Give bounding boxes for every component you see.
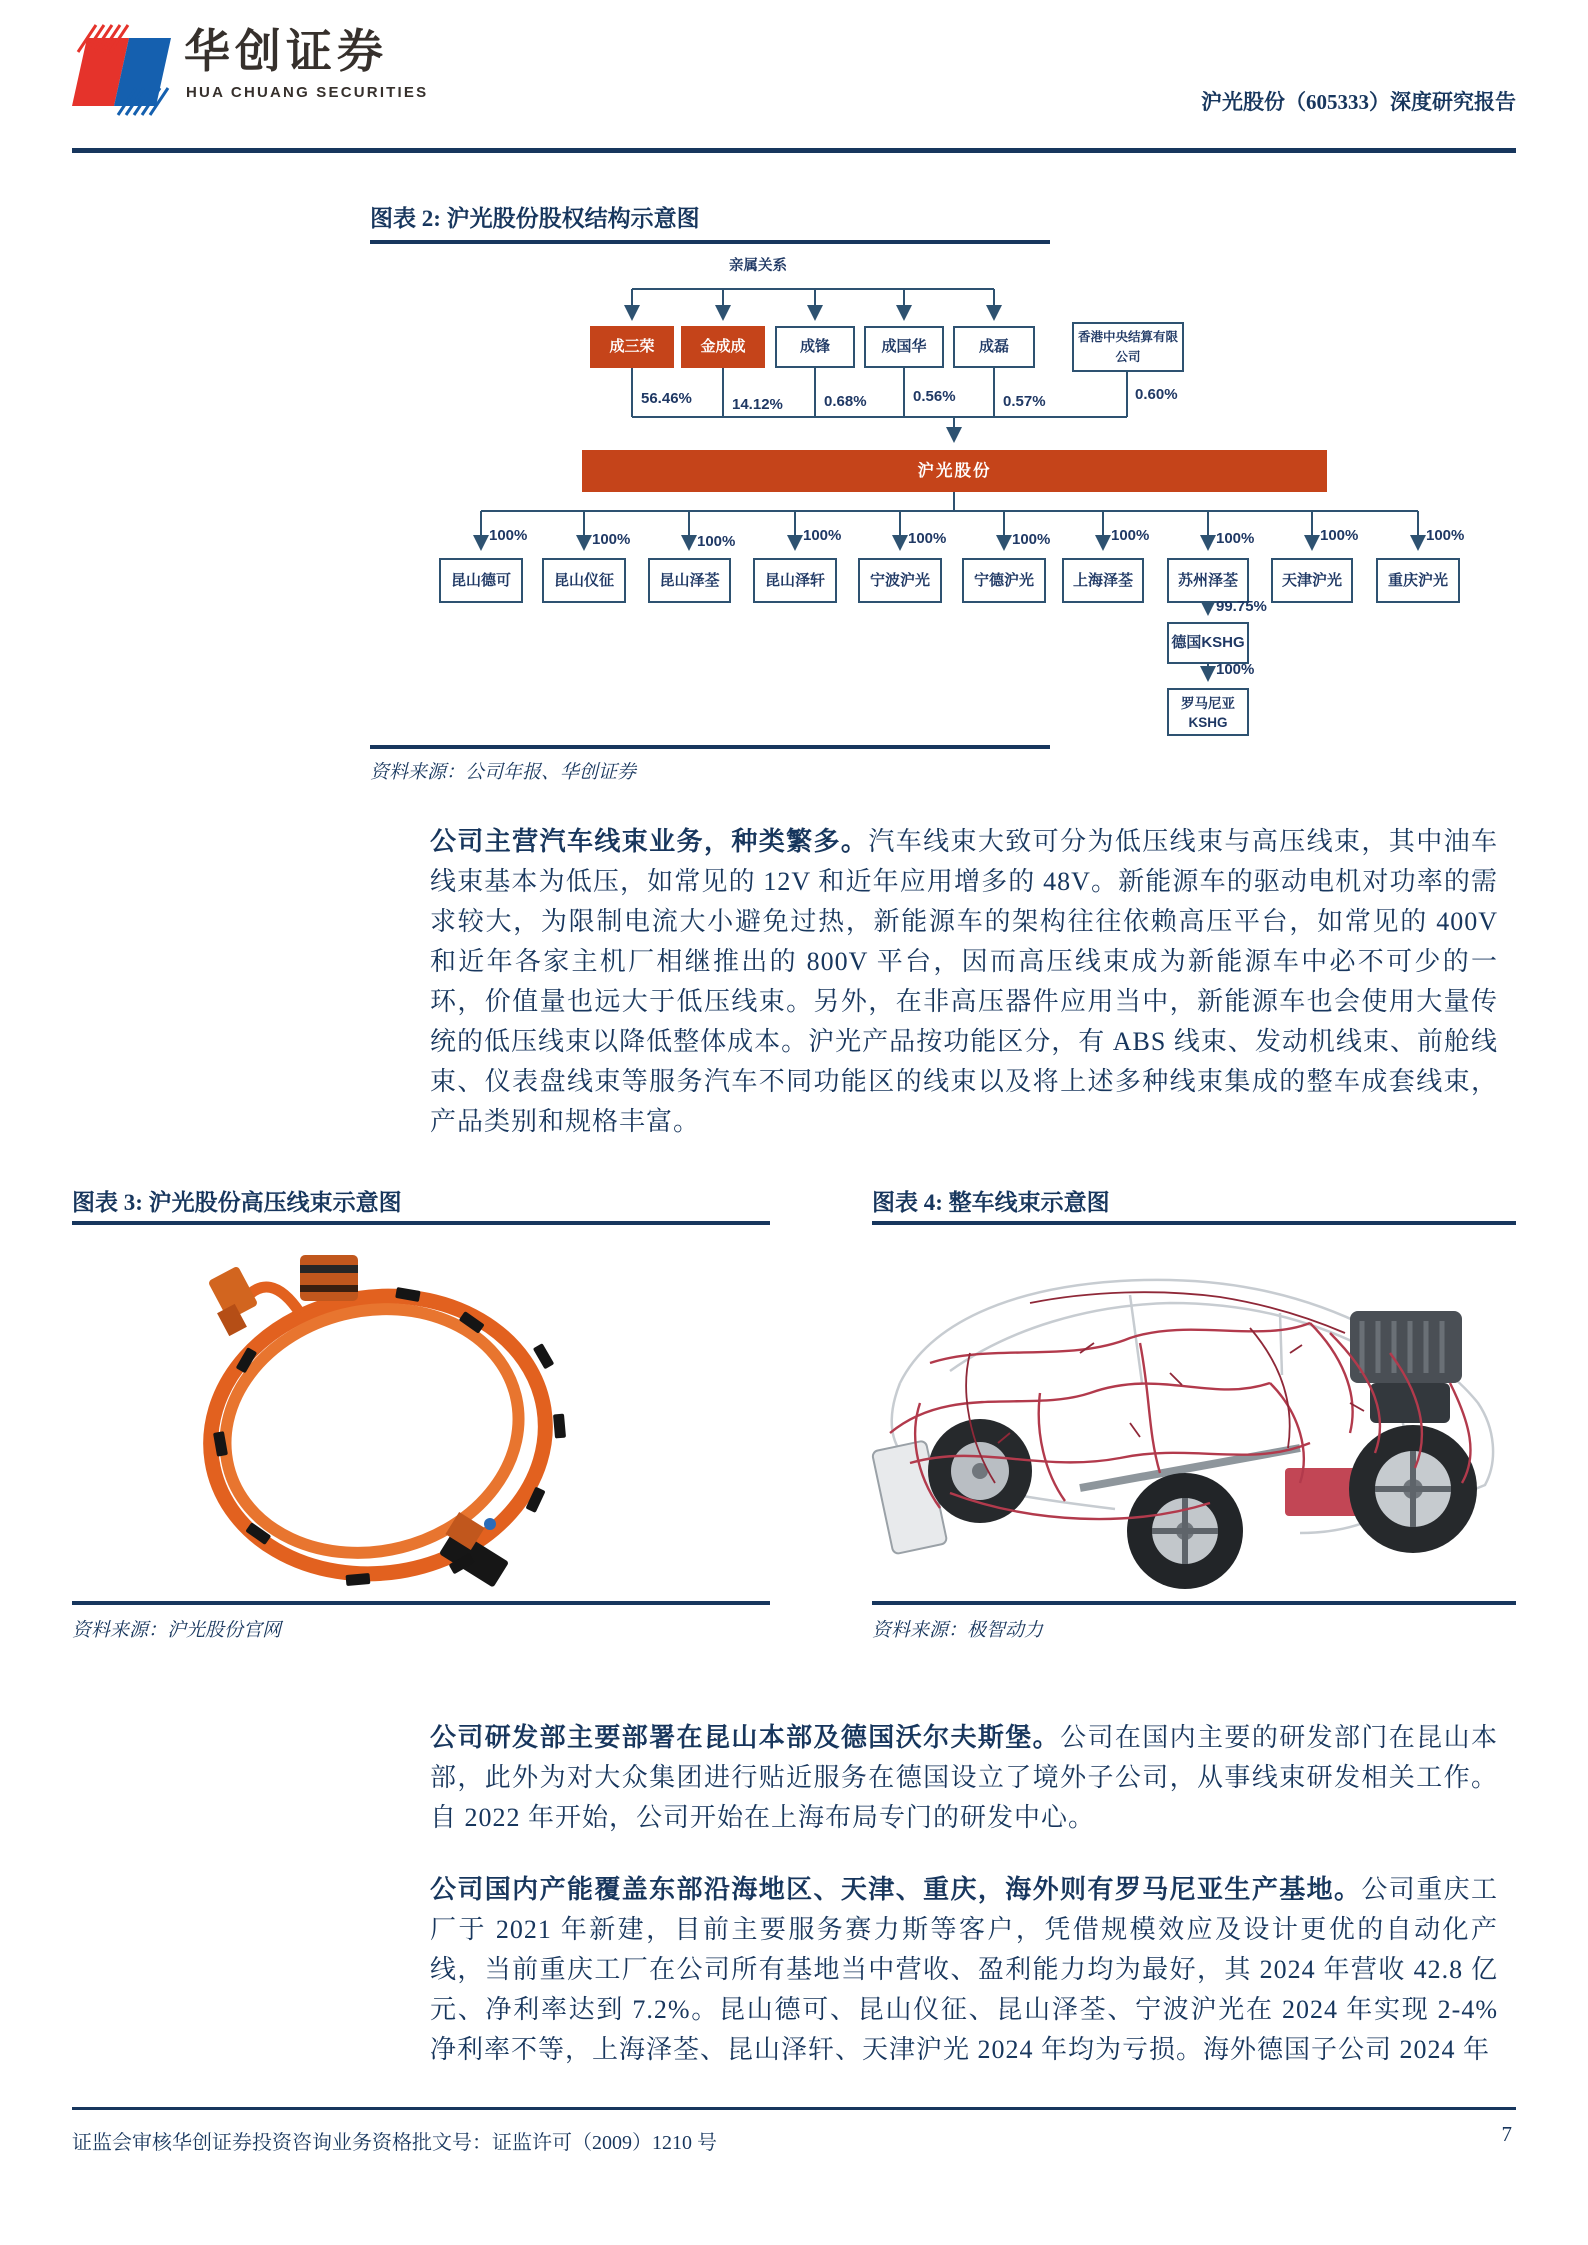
figure4-source: 资料来源：极智动力	[872, 1620, 1044, 1641]
figure4-title-rule	[872, 1221, 1516, 1225]
figure3-source: 资料来源：沪光股份官网	[72, 1620, 282, 1641]
org-box-subsidiary: 苏州泽荃	[1167, 558, 1249, 603]
footer-license-text: 证监会审核华创证券投资咨询业务资格批文号：证监许可（2009）1210 号	[72, 2132, 717, 2154]
org-box-shareholder: 香港中央结算有限公司	[1072, 322, 1184, 372]
org-box-subsidiary: 昆山德可	[439, 558, 523, 603]
page-number: 7	[1501, 2122, 1512, 2146]
ownership-pct: 100%	[803, 527, 842, 544]
ownership-pct: 56.46%	[641, 390, 692, 407]
org-box-subsidiary: 宁波沪光	[858, 558, 942, 603]
paragraph-1-body: 汽车线束大致可分为低压线束与高压线束，其中油车线束基本为低压，如常见的 12V 和近年应用增多的 48V。新能源车的驱动电机对功率的需求较大，为限制电流大小避免过热，新能源车的架构往往依赖高压平台，如常见的 400V 和近年各家主机厂相继推出的 800V 平台，因而高压线束成为新能源车中必不可少的一环，价值量也远大于低压线束。另外，在非高压器件应用当中，新能源车也会使用大量传统的低压线束以降低整体成本。沪光产品按功能区分，有 ABS 线束、发动机线束、前舱线束、仪表盘线束等服务汽车不同功能区的线束以及将上述多种线束集成的整车成套线束，产品类别和规格丰富。	[430, 827, 1498, 1136]
figure2-title: 图表 2: 沪光股份股权结构示意图	[370, 206, 700, 231]
ownership-pct: 100%	[1426, 527, 1465, 544]
org-box-company: 沪光股份	[582, 450, 1327, 492]
paragraph-2-lead: 公司研发部主要部署在昆山本部及德国沃尔夫斯堡。	[430, 1723, 1061, 1752]
org-box-subsidiary: 上海泽荃	[1062, 558, 1144, 603]
org-box-subsidiary: 宁德沪光	[962, 558, 1046, 603]
ownership-pct: 14.12%	[732, 396, 783, 413]
ownership-pct: 100%	[1012, 531, 1051, 548]
paragraph-1	[430, 822, 1498, 1142]
figure4-title: 图表 4: 整车线束示意图	[872, 1190, 1110, 1215]
ownership-pct: 100%	[592, 531, 631, 548]
paragraph-3-body: 公司重庆工厂于 2021 年新建，目前主要服务赛力斯等客户，凭借规模效应及设计更优的自动化产线，当前重庆工厂在公司所有基地当中营收、盈利能力均为最好，其 2024 年营收 42.8 亿元、净利率达到 7.2%。昆山德可、昆山仪征、昆山泽荃、宁波沪光在 2024 年实现 2-4%净利率不等，上海泽荃、昆山泽轩、天津沪光 2024 年均为亏损。海外德国子公司 2024 年	[430, 1875, 1498, 2064]
paragraph-2-body: 公司在国内主要的研发部门在昆山本部，此外为对大众集团进行贴近服务在德国设立了境外子公司，从事线束研发相关工作。自 2022 年开始，公司开始在上海布局专门的研发中心。	[430, 1723, 1498, 1832]
paragraph-3-lead: 公司国内产能覆盖东部沿海地区、天津、重庆，海外则有罗马尼亚生产基地。	[430, 1875, 1362, 1904]
ownership-pct: 100%	[1320, 527, 1359, 544]
ownership-pct: 100%	[1216, 661, 1255, 678]
org-box-subsidiary: 昆山仪征	[542, 558, 626, 603]
ownership-pct: 100%	[1111, 527, 1150, 544]
report-title: 沪光股份（605333）深度研究报告	[1201, 90, 1516, 114]
ownership-pct: 99.75%	[1216, 598, 1267, 615]
hv-harness-image	[150, 1243, 590, 1598]
figure3-title: 图表 3: 沪光股份高压线束示意图	[72, 1190, 402, 1215]
paragraph-2	[430, 1718, 1498, 1838]
ownership-pct: 100%	[489, 527, 528, 544]
ownership-pct: 0.60%	[1135, 386, 1178, 403]
ownership-pct: 100%	[908, 530, 947, 547]
org-box-subsidiary: 重庆沪光	[1376, 558, 1460, 603]
figure3-title-rule	[72, 1221, 770, 1225]
ownership-pct: 100%	[697, 533, 736, 550]
paragraph-3	[430, 1870, 1498, 2070]
ownership-pct: 0.56%	[913, 388, 956, 405]
org-box-shareholder: 成三荣	[590, 326, 674, 368]
figure3-bottom-rule	[72, 1601, 770, 1605]
logo-text-cn: 华创证券	[184, 25, 388, 77]
org-box-subsidiary: 天津沪光	[1271, 558, 1353, 603]
engine-block	[1350, 1311, 1462, 1423]
relation-label: 亲属关系	[729, 258, 787, 274]
org-box-shareholder: 成磊	[953, 326, 1035, 368]
org-box-shareholder: 成国华	[864, 326, 944, 368]
org-box-shareholder: 金成成	[681, 326, 765, 368]
footer-rule	[72, 2107, 1516, 2110]
figure4-bottom-rule	[872, 1601, 1516, 1605]
logo-text-en: HUA CHUANG SECURITIES	[186, 84, 429, 101]
paragraph-1-lead: 公司主营汽车线束业务，种类繁多。	[430, 827, 869, 856]
org-box-shareholder: 成锋	[775, 326, 855, 368]
figure2-source: 资料来源：公司年报、华创证券	[370, 762, 637, 783]
org-box-romania-kshg: 罗马尼亚KSHG	[1167, 688, 1249, 736]
ownership-pct: 0.57%	[1003, 393, 1046, 410]
ownership-pct: 100%	[1216, 530, 1255, 547]
org-box-subsidiary: 昆山泽荃	[648, 558, 731, 603]
figure2-bottom-rule	[370, 745, 1050, 749]
org-box-germany-kshg: 德国KSHG	[1167, 622, 1249, 664]
vehicle-harness-image	[830, 1233, 1520, 1595]
org-chart-lines	[0, 0, 1588, 780]
org-box-subsidiary: 昆山泽轩	[753, 558, 837, 603]
ownership-pct: 0.68%	[824, 393, 867, 410]
